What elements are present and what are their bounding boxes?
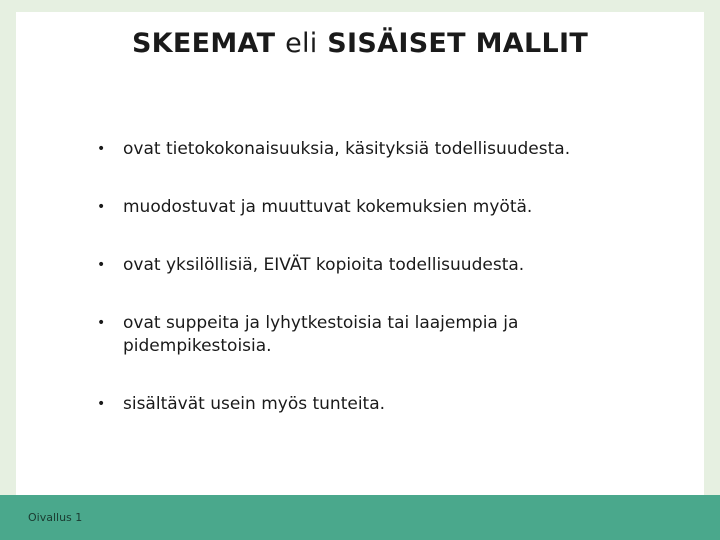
bullet-item bbox=[95, 393, 655, 416]
bullet-dot: • bbox=[97, 315, 106, 331]
footer-label: Oivallus 1 bbox=[28, 511, 83, 524]
bullet-text: sisältävät usein myös tunteita. bbox=[123, 394, 386, 414]
bullet-text: muodostuvat ja muuttuvat kokemuksien myötä. bbox=[123, 197, 533, 217]
bullet-dot: • bbox=[97, 141, 106, 157]
slide-title bbox=[0, 28, 720, 59]
bullet-dot: • bbox=[97, 257, 106, 273]
bullet-list bbox=[95, 138, 655, 451]
bullet-item bbox=[95, 196, 655, 219]
footer-bar bbox=[0, 495, 720, 540]
title-part-1: SKEEMAT bbox=[131, 28, 286, 59]
title-part-2: eli bbox=[285, 28, 318, 59]
bullet-text: ovat suppeita ja lyhytkestoisia tai laajempia ja pidempikestoisia. bbox=[123, 313, 519, 356]
bullet-text: ovat tietokokonaisuuksia, käsityksiä todellisuudesta. bbox=[123, 139, 571, 159]
bullet-item bbox=[95, 254, 655, 277]
bullet-item bbox=[95, 312, 655, 358]
bullet-dot: • bbox=[97, 199, 106, 215]
title-part-3: SISÄISET MALLIT bbox=[317, 28, 589, 59]
bullet-item bbox=[95, 138, 655, 161]
bullet-dot: • bbox=[97, 396, 106, 412]
bullet-text: ovat yksilöllisiä, EIVÄT kopioita todellisuudesta. bbox=[123, 255, 525, 275]
